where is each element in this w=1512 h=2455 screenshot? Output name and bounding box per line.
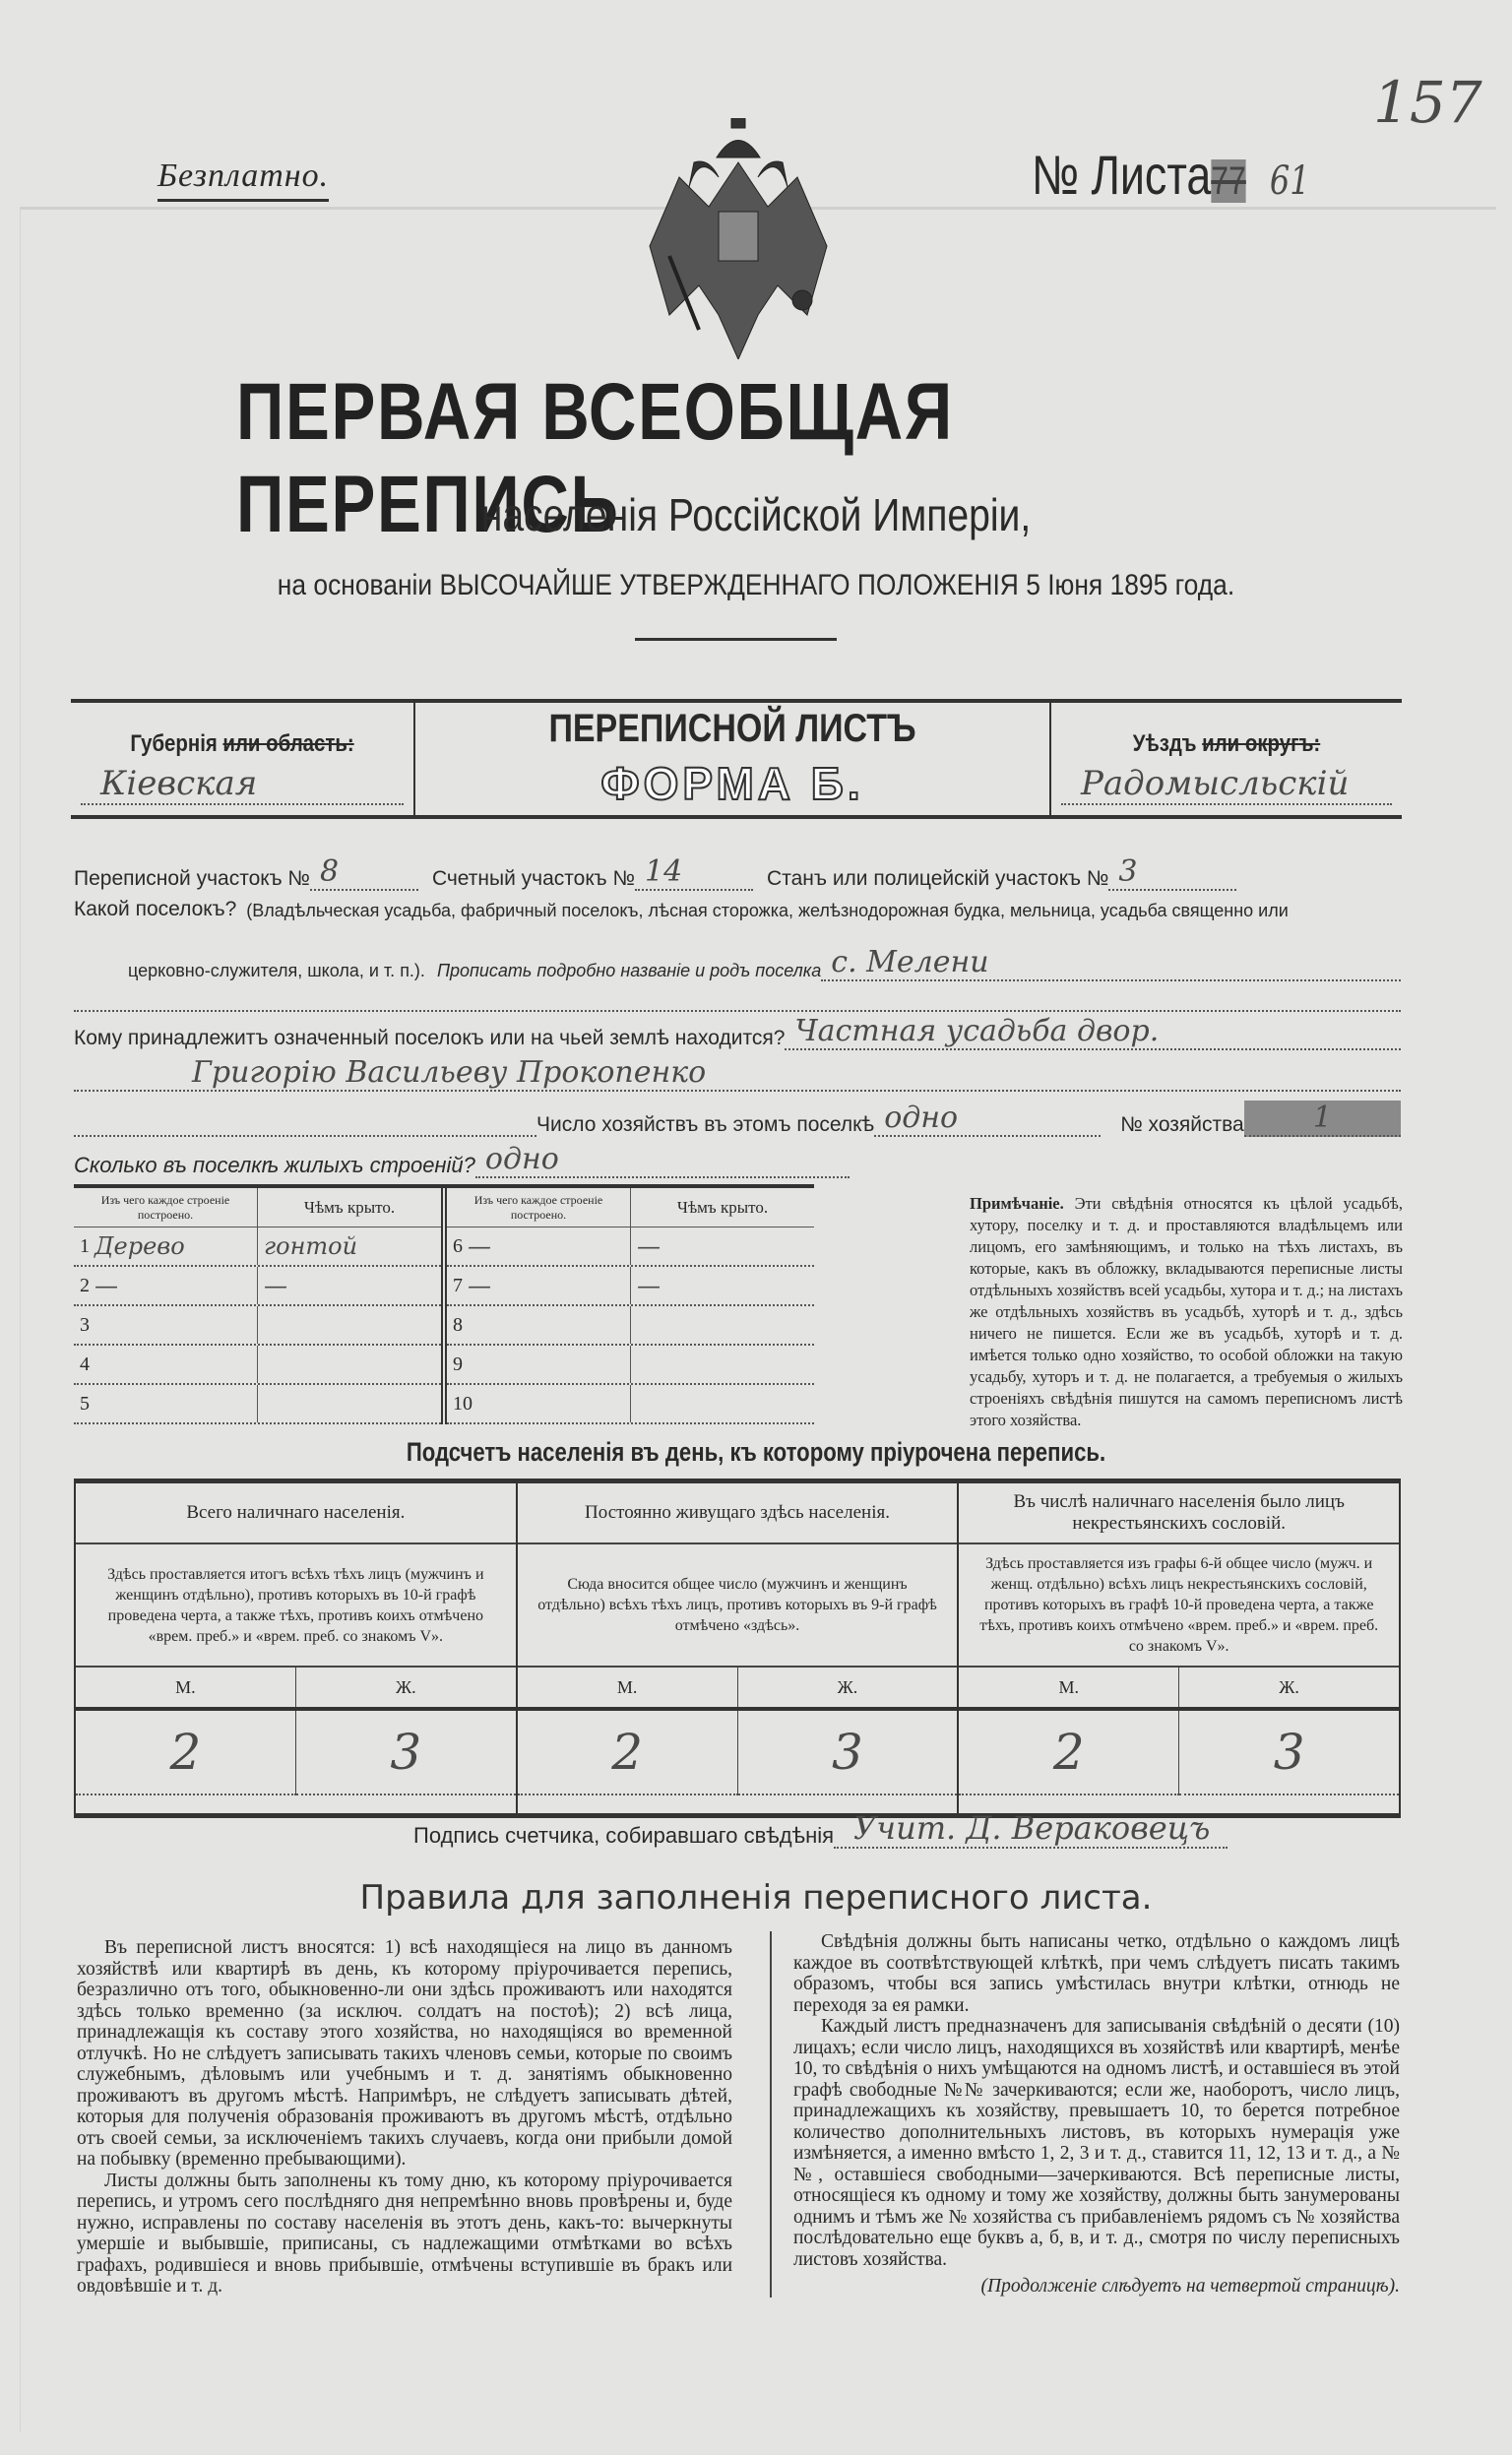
sheet-number-struck: 77 [1211,159,1246,203]
buildings-table-left [74,1188,447,1424]
table-row [447,1267,814,1306]
female-count-field[interactable]: 3 [738,1711,958,1795]
row-number: 6 [453,1234,463,1257]
settlement-label: Какой поселокъ? [74,898,237,920]
households-row [74,1101,1401,1137]
column-title: Постоянно живущаго здѣсь населенія. [518,1483,958,1544]
sheet-number-value: 61 [1269,158,1310,204]
population-table [74,1479,1401,1818]
column-header-material: Изъ чего каждое строеніе построено. [447,1188,631,1227]
police-section-field[interactable]: 3 [1108,854,1236,891]
document-title: ПЕРВАЯ ВСЕОБЩАЯ ПЕРЕПИСЬ [236,367,954,549]
archive-page-number: 157 [1373,69,1482,136]
province-label: Губернія [130,730,218,757]
table-row [74,1267,441,1306]
rules-paragraph: Каждый листъ предназначенъ для записыванія свѣдѣній о десяти (10) лицахъ; если число лицъ, находящихся въ хозяйствѣ или квартирѣ, менѣе 10, то свѣдѣнія о нихъ умѣщаются на одномъ листѣ, и оставшіеся въ этой графѣ свободные №№ зачеркиваются; если же, наоборотъ, число лицъ, принадлежащихъ къ хозяйству, превышаетъ 10, то берется потребное количество дополнительныхъ листовъ, въ которыхъ нумерація уже измѣняется, а именно вмѣсто 1, 2, 3 и т. д., ставится 11, 12, 13 и т. д., а №№, оставшіеся свободными—зачеркиваются. Всѣ переписные листы, относящіеся къ одному и тому же хозяйству, должны быть занумерованы однимъ и тѣмъ же № хозяйства съ прибавленіемъ рядомъ съ № хозяйства послѣдовательно еще буквъ а, б, в, и т. д., смотря по числу переписныхъ листовъ хозяйства. [793,2016,1400,2270]
table-row [74,1228,441,1267]
roof-cell[interactable]: — [264,1272,287,1299]
settlement-value-row [128,945,1401,981]
column-title: Всего наличнаго населенія. [76,1483,516,1544]
row-number: 8 [453,1313,463,1336]
population-column-total [76,1483,518,1813]
rules-paragraph: Свѣдѣнія должны быть написаны четко, отдѣльно о каждомъ лицѣ каждое въ соотвѣтствующей клѣткѣ, при чемъ слѣдуетъ писать такимъ образомъ, чтобы вся запись умѣстилась внутри клѣтки, отнюдь не переходя за ея рамки. [793,1931,1400,2016]
blank-field[interactable] [74,984,1401,1012]
police-section-label: Станъ или полицейскій участокъ № [767,867,1109,890]
note-block [970,1193,1403,1431]
female-header: Ж. [395,1676,416,1697]
continued-note: (Продолженіе слѣдуетъ на четвертой страницѣ). [980,2276,1400,2297]
female-header: Ж. [1279,1676,1299,1697]
district-cell [1049,703,1402,815]
material-cell[interactable]: — [468,1232,491,1260]
buildings-label: Сколько въ поселкѣ жилыхъ строеній? [74,1153,475,1177]
female-count-field[interactable]: 3 [296,1711,516,1795]
rules-heading: Правила для заполненія переписного листа. [359,1878,1153,1918]
male-header: М. [76,1668,296,1707]
population-column-permanent [518,1483,960,1813]
roof-cell[interactable]: — [637,1272,661,1299]
row-number: 2 [80,1274,90,1296]
row-number: 10 [453,1392,472,1415]
population-column-non-peasant [959,1483,1399,1813]
row-number: 1 [80,1234,90,1257]
column-header-roof: Чѣмъ крыто. [303,1197,396,1217]
roof-cell[interactable] [258,1385,441,1422]
male-count-field[interactable]: 2 [76,1711,296,1795]
buildings-table [74,1184,814,1424]
column-title: Въ числѣ наличнаго населенія было лицъ некрестьянскихъ сословій. [959,1483,1399,1544]
column-description: Здѣсь проставляется итогъ всѣхъ тѣхъ лицъ (мужчинъ и женщинъ отдѣльно), противъ которыхъ въ 10-й графѣ проведена черта, а также тѣхъ, противъ коихъ отмѣчено «врем. преб.» и «врем. преб. со знакомъ V». [76,1544,516,1668]
sheet-number [1032,143,1310,207]
male-count-field[interactable]: 2 [518,1711,738,1795]
district-field[interactable]: Радомысльскій [1061,764,1392,805]
count-section-field[interactable]: 14 [635,854,753,891]
buildings-table-right [447,1188,814,1424]
roof-cell[interactable] [258,1346,441,1383]
province-struck-label: или область: [222,730,354,757]
male-count-field[interactable]: 2 [959,1711,1179,1795]
table-row [447,1306,814,1346]
row-number: 9 [453,1353,463,1375]
rules-right-column [770,1931,1400,2298]
signature-label: Подпись счетчика, собиравшаго свѣдѣнія [413,1823,835,1848]
material-cell[interactable]: — [94,1272,118,1299]
rules-paragraph: Въ переписной листъ вносятся: 1) всѣ находящіеся на лицо въ данномъ хозяйствѣ или квартирѣ въ день, къ которому пріурочивается перепись, безразлично отъ того, обыкновенно-ли они здѣсь проживаютъ или находятся здѣсь только временно (за исключ. солдатъ на постоѣ); 2) всѣ лица, принадлежащія къ составу этого хозяйства, но находящіяся во временной отлучкѣ. Но не слѣдуетъ записывать такихъ членовъ семьи, которые по своимъ служебнымъ, дѣловымъ или учебнымъ и т. д. занятіямъ обыкновенно проживаютъ въ другомъ мѣстѣ. Напримѣръ, не слѣдуетъ записывать дѣтей, которыя для полученія образованія проживаютъ въ другомъ мѣстѣ, отдѣльно отъ своей семьи, за исключеніемъ такихъ случаевъ, когда они прибыли домой на побывку (временно пребывающими). [77,1937,732,2170]
settlement-hint-2: церковно-служителя, школа, и т. п.). [128,961,425,980]
settlement-hint: (Владѣльческая усадьба, фабричный поселокъ, лѣсная сторожка, желѣзнодорожная будка, мельница, усадьба священно или [246,901,1289,920]
settlement-row [74,898,1401,921]
form-title-cell [415,703,1049,815]
blank-line [74,984,1401,1012]
roof-cell[interactable]: гонтой [264,1232,358,1260]
households-field[interactable]: одно [874,1101,1101,1137]
table-row [74,1346,441,1385]
document-subtitle: населенія Россійской Имперіи, [480,489,1032,540]
census-section-field[interactable]: 8 [310,854,418,891]
buildings-field[interactable]: одно [475,1142,850,1178]
note-title: Примѣчаніе. [970,1194,1064,1213]
form-title: ФОРМА Б. [600,758,864,809]
settlement-field[interactable]: с. Мелени [821,945,1401,981]
rules-paragraph: Листы должны быть заполнены къ тому дню, къ которому пріурочивается перепись, и утромъ сего послѣдняго дня непремѣнно вновь провѣрены и, буде нужно, исправлены по составу населенія въ этотъ день, какъ-то: вычеркнуты умершіе и выбывшіе, приписаны, съ надлежащими отмѣтками во всѣхъ графахъ, родившіеся и вновь прибывшіе, отмѣчены вступившіе въ бракъ или овдовѣвшіе и т. д. [77,2170,732,2297]
column-header-roof: Чѣмъ крыто. [676,1197,769,1217]
column-header-material: Изъ чего каждое строеніе построено. [74,1188,258,1227]
roof-cell[interactable] [258,1306,441,1344]
roof-cell[interactable] [631,1385,814,1422]
row-number: 4 [80,1353,90,1375]
signature-row [413,1809,1228,1849]
note-text: Эти свѣдѣнія относятся къ цѣлой усадьбѣ, хутору, поселку и т. д. и проставляются владѣльцемъ или лицомъ, его замѣняющимъ, и только на тѣхъ листахъ, въ которые, какъ въ обложку, вкладываются переписные листы отдѣльныхъ хозяйствъ всей усадьбы, хутора и т. д.; на листахъ же отдѣльныхъ хозяйствъ въ усадьбѣ, хуторѣ и т. д., здѣсь ничего не пишется. Если же въ усадьбѣ, хуторѣ и т. д. имѣется только одно хозяйство, то особой обложки на такую усадьбу, хуторъ и т. д. не полагается, а требуемыя о жилыхъ строеніяхъ свѣдѣнія пишутся на самомъ переписномъ листѣ этого хозяйства. [970,1194,1403,1429]
material-cell[interactable]: Дерево [94,1232,185,1260]
roof-cell[interactable] [631,1306,814,1344]
sheet-number-label: № Листа [1032,144,1212,206]
free-of-charge-label: Безплатно. [158,157,329,202]
table-row [447,1346,814,1385]
owner-label: Кому принадлежитъ означенный поселокъ или на чьей землѣ находится? [74,1027,786,1049]
household-no-field[interactable]: 1 [1244,1101,1401,1137]
male-header: М. [959,1668,1179,1707]
divider [635,638,837,641]
owner-field[interactable]: Частная усадьба двор. [785,1014,1401,1050]
column-description: Сюда вносится общее число (мужчинъ и женщинъ отдѣльно) всѣхъ тѣхъ лицъ, противъ которыхъ въ 9-й графѣ отмѣчено «здѣсь». [518,1544,958,1668]
table-row [74,1385,441,1424]
district-label: Уѣздъ [1132,730,1197,757]
roof-cell[interactable]: — [637,1232,661,1260]
sheet-title: ПЕРЕПИСНОЙ ЛИСТЪ [548,707,916,750]
roof-cell[interactable] [631,1346,814,1383]
owner-row-2 [74,1055,1401,1092]
female-count-field[interactable]: 3 [1179,1711,1399,1795]
province-field[interactable]: Кіевская [81,764,404,805]
signature-field[interactable]: Учит. Д. Вераковецъ [834,1809,1228,1849]
imperial-eagle-emblem-icon [640,118,837,359]
household-no-label: № хозяйства [1120,1113,1244,1136]
rules-left-column [77,1937,732,2298]
row-number: 5 [80,1392,90,1415]
province-cell [71,703,415,815]
leader-dots [74,1109,536,1137]
district-struck-label: или округъ: [1202,730,1321,757]
census-section-label: Переписной участокъ № [74,867,310,890]
female-header: Ж. [837,1676,858,1697]
table-row [447,1385,814,1424]
count-section-label: Счетный участокъ № [431,867,636,890]
table-row [447,1228,814,1267]
owner-field-2[interactable]: Григорію Васильеву Прокопенко [74,1055,1401,1092]
column-description: Здѣсь проставляется изъ графы 6-й общее число (мужч. и женщ. отдѣльно) всѣхъ лицъ некрестьянскихъ сословій, противъ которыхъ въ графѣ 10-й проведена черта, а также тѣхъ, противъ коихъ отмѣчено «врем. преб.» и «врем. преб. со знакомъ V». [959,1544,1399,1668]
form-header-box [71,699,1402,819]
households-label: Число хозяйствъ въ этомъ поселкѣ [536,1113,875,1136]
settlement-instruction: Прописать подробно названіе и родъ поселка [436,961,822,980]
row-number: 7 [453,1274,463,1296]
male-header: М. [518,1668,738,1707]
material-cell[interactable]: — [468,1272,491,1299]
sections-row [74,854,1401,891]
buildings-row [74,1142,1401,1178]
table-row [74,1306,441,1346]
document-legal-basis: на основаніи ВЫСОЧАЙШЕ УТВЕРЖДЕННАГО ПОЛОЖЕНІЯ 5 Іюня 1895 года. [277,569,1235,601]
owner-row [74,1014,1401,1050]
row-number: 3 [80,1313,90,1336]
population-heading: Подсчетъ населенія въ день, къ которому пріурочена перепись. [406,1437,1106,1467]
